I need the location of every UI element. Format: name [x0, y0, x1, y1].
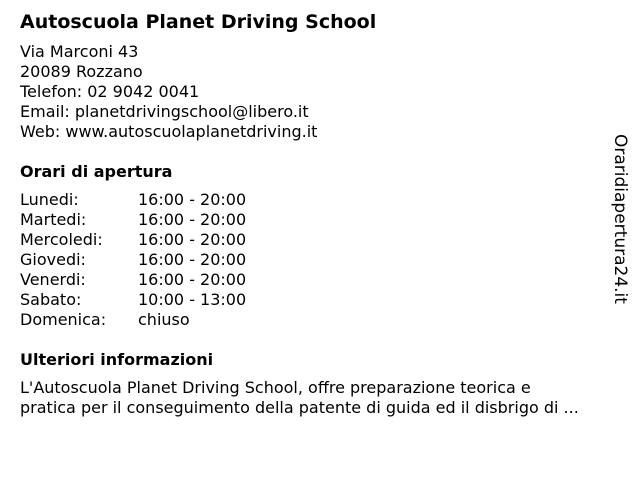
info-line: pratica per il conseguimento della patente di guida ed il disbrigo di ... [20, 398, 579, 417]
info-heading: Ulteriori informazioni [20, 350, 214, 369]
contact-block [20, 42, 610, 142]
hours-row [20, 210, 610, 230]
phone-number: Telefon: 02 9042 0041 [20, 82, 200, 101]
hours-heading: Orari di apertura [20, 162, 173, 181]
hours-time: 16:00 - 20:00 [138, 250, 247, 269]
hours-row [20, 270, 610, 290]
business-card [20, 10, 610, 418]
info-line: L'Autoscuola Planet Driving School, offre preparazione teorica e [20, 378, 531, 397]
hours-day: Lunedi: [20, 190, 79, 209]
hours-day: Giovedi: [20, 250, 86, 269]
hours-row [20, 250, 610, 270]
hours-time: 16:00 - 20:00 [138, 190, 247, 209]
website: Web: www.autoscuolaplanetdriving.it [20, 122, 318, 141]
hours-day: Domenica: [20, 310, 107, 329]
hours-day: Sabato: [20, 290, 82, 309]
hours-row [20, 310, 610, 330]
street-address: Via Marconi 43 [20, 42, 139, 61]
hours-time: 16:00 - 20:00 [138, 270, 247, 289]
hours-day: Mercoledi: [20, 230, 103, 249]
hours-time: 10:00 - 13:00 [138, 290, 247, 309]
hours-time: 16:00 - 20:00 [138, 210, 247, 229]
hours-time: chiuso [138, 310, 190, 329]
hours-time: 16:00 - 20:00 [138, 230, 247, 249]
hours-row [20, 290, 610, 310]
hours-day: Venerdi: [20, 270, 86, 289]
hours-table [20, 190, 610, 330]
business-name: Autoscuola Planet Driving School [20, 11, 377, 33]
site-watermark [600, 134, 640, 314]
email-address: Email: planetdrivingschool@libero.it [20, 102, 309, 121]
hours-row [20, 230, 610, 250]
hours-day: Martedi: [20, 210, 87, 229]
info-description [20, 378, 610, 418]
hours-row [20, 190, 610, 210]
city-postal: 20089 Rozzano [20, 62, 143, 81]
watermark-text: Oraridiapertura24.it [610, 134, 630, 304]
